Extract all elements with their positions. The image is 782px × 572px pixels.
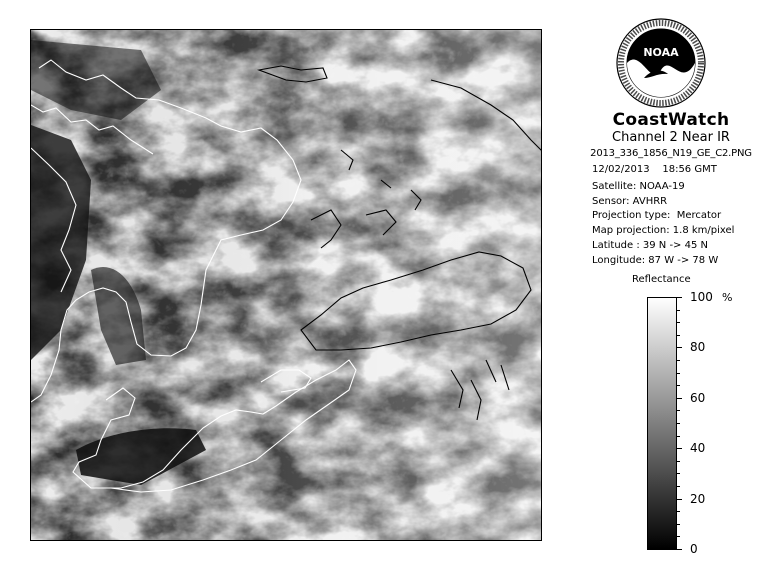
colorbar-tick-mark [677,297,682,298]
colorbar-tick-mark [677,499,682,500]
colorbar-tick-mark [677,335,680,336]
colorbar-tick-label: 100 [690,290,713,304]
colorbar-tick-mark [677,511,680,512]
page-title: CoastWatch [612,110,730,130]
colorbar-tick-mark [677,486,680,487]
colorbar-tick-mark [677,373,680,374]
date-time: 12/02/2013 18:56 GMT [592,164,717,175]
colorbar-tick-mark [677,322,680,323]
satellite-info: Satellite: NOAA-19 [592,181,685,192]
colorbar-tick-label: 40 [690,441,706,455]
colorbar-tick-mark [677,398,682,399]
colorbar-tick-mark [677,461,680,462]
colorbar-tick-mark [677,310,680,311]
projection-type: Projection type: Mercator [592,210,722,221]
colorbar-tick-mark [677,524,680,525]
colorbar-tick-label: 20 [690,492,706,506]
unit-label: % [722,291,733,304]
channel-subtitle: Channel 2 Near IR [612,130,730,145]
map-svg [31,30,542,541]
longitude-range: Longitude: 87 W -> 78 W [592,255,719,266]
colorbar-ticks [677,290,757,556]
colorbar-tick-mark [677,423,680,424]
colorbar-tick-mark [677,347,682,348]
latitude-range: Latitude : 39 N -> 45 N [592,240,708,251]
colorbar-tick-mark [677,473,680,474]
reflectance-colorbar [647,297,677,550]
colorbar-tick-mark [677,448,682,449]
satellite-image-map [30,29,542,541]
colorbar-tick-mark [677,385,680,386]
legend-title: Reflectance [632,274,691,285]
file-name: 2013_336_1856_N19_GE_C2.PNG [590,148,752,159]
map-projection: Map projection: 1.8 km/pixel [592,225,735,236]
colorbar-tick-mark [677,549,682,550]
colorbar-tick-label: 60 [690,391,706,405]
noaa-logo-text: NOAA [643,46,679,59]
colorbar-tick-mark [677,360,680,361]
noaa-logo [616,18,706,108]
colorbar-tick-label: 80 [690,340,706,354]
colorbar-tick-mark [677,410,680,411]
info-panel [560,0,782,572]
colorbar-tick-mark [677,536,680,537]
sensor-info: Sensor: AVHRR [592,196,668,207]
colorbar-tick-mark [677,436,680,437]
colorbar-tick-label: 0 [690,542,698,556]
